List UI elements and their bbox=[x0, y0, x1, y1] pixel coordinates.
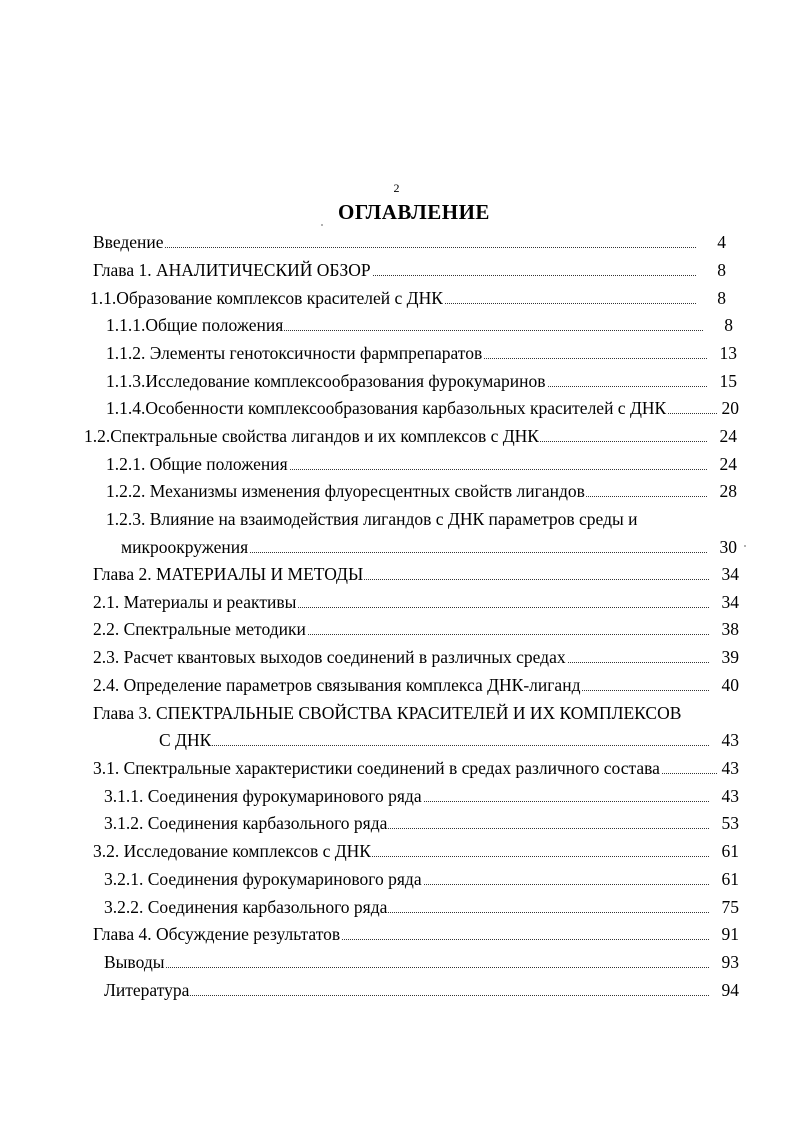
toc-entry-title: 3.1. Спектральные характеристики соединений в средах различного состава bbox=[93, 758, 660, 778]
toc-entry-title: 1.1.1.Общие положения bbox=[106, 315, 284, 335]
toc-entry-page: 8 bbox=[724, 315, 733, 335]
toc-entry-1-2-1[interactable] bbox=[106, 453, 737, 475]
toc-entry-title: 3.2.1. Соединения фурокумаринового ряда bbox=[104, 869, 422, 889]
toc-entry-page: 91 bbox=[721, 924, 739, 944]
toc-entry-title: 2.3. Расчет квантовых выходов соединений в различных средах bbox=[93, 647, 566, 667]
toc-entry-literature[interactable] bbox=[104, 979, 739, 1001]
toc-entry-page: 38 bbox=[721, 619, 739, 639]
toc-entry-title: Глава 1. АНАЛИТИЧЕСКИЙ ОБЗОР bbox=[93, 260, 371, 280]
toc-entry-title: Выводы bbox=[104, 952, 165, 972]
toc-entry-title: Введение bbox=[93, 232, 164, 252]
toc-entry-page: 34 bbox=[721, 592, 739, 612]
toc-entry-title: 1.2.2. Механизмы изменения флуоресцентных свойств лигандов bbox=[106, 481, 585, 501]
toc-entry-title: С ДНК bbox=[159, 730, 212, 750]
toc-entry-title: 1.2.Спектральные свойства лигандов и их комплексов с ДНК bbox=[84, 426, 539, 446]
toc-entry-title: 2.4. Определение параметров связывания комплекса ДНК-лиганд bbox=[93, 675, 581, 695]
toc-entry-title: Глава 4. Обсуждение результатов bbox=[93, 924, 341, 944]
toc-entry-title: 2.1. Материалы и реактивы bbox=[93, 592, 297, 612]
toc-entry-2-1[interactable] bbox=[93, 591, 739, 613]
toc-entry-page: 94 bbox=[721, 980, 739, 1000]
toc-entry-title: 1.1.3.Исследование комплексообразования фурокумаринов bbox=[106, 371, 546, 391]
toc-entry-3-1-2[interactable] bbox=[104, 812, 739, 834]
toc-entry-1-2[interactable] bbox=[84, 425, 737, 447]
toc-entry-1-1[interactable] bbox=[90, 287, 726, 309]
toc-entry-page: 8 bbox=[717, 288, 726, 308]
toc-entry-1-1-3[interactable] bbox=[106, 370, 737, 392]
toc-entry-page: 43 bbox=[721, 786, 739, 806]
toc-entry-page: 75 bbox=[721, 897, 739, 917]
toc-entry-2-2[interactable] bbox=[93, 618, 739, 640]
toc-entry-title: 1.2.3. Влияние на взаимодействия лигандов с ДНК параметров среды и bbox=[106, 509, 638, 529]
toc-entry-page: 39 bbox=[721, 647, 739, 667]
toc-entry-chapter-4[interactable] bbox=[93, 923, 739, 945]
toc-entry-page: 30 bbox=[719, 537, 737, 557]
toc-entry-chapter-1[interactable] bbox=[93, 259, 726, 281]
toc-entry-1-2-2[interactable] bbox=[106, 480, 737, 502]
toc-entry-page: 20 bbox=[721, 398, 739, 418]
toc-entry-title: 1.2.1. Общие положения bbox=[106, 454, 288, 474]
toc-entry-chapter-3-line1[interactable] bbox=[93, 702, 739, 724]
toc-entry-chapter-3-line2[interactable] bbox=[159, 729, 739, 751]
toc-entry-1-1-1[interactable] bbox=[106, 314, 733, 336]
toc-entry-1-1-2[interactable] bbox=[106, 342, 737, 364]
toc-entry-title: 3.2. Исследование комплексов с ДНК bbox=[93, 841, 371, 861]
toc-entry-2-4[interactable] bbox=[93, 674, 739, 696]
toc-entry-title: 2.2. Спектральные методики bbox=[93, 619, 306, 639]
toc-entry-page: 8 bbox=[717, 260, 726, 280]
toc-entry-3-2[interactable] bbox=[93, 840, 739, 862]
toc-entry-page: 34 bbox=[721, 564, 739, 584]
toc-entry-title: Литература bbox=[104, 980, 190, 1000]
toc-entry-3-1-1[interactable] bbox=[104, 785, 739, 807]
toc-entry-1-2-3-line1[interactable] bbox=[106, 508, 739, 530]
toc-entry-3-2-2[interactable] bbox=[104, 896, 739, 918]
toc-entry-page: 53 bbox=[721, 813, 739, 833]
toc-entry-page: 15 bbox=[719, 371, 737, 391]
toc-entry-page: 40 bbox=[721, 675, 739, 695]
toc-entry-title: 3.1.1. Соединения фурокумаринового ряда bbox=[104, 786, 422, 806]
toc-entry-3-1[interactable] bbox=[93, 757, 739, 779]
toc-entry-title: микроокружения bbox=[121, 537, 249, 557]
page-number: 2 bbox=[393, 181, 400, 195]
toc-entry-title: 3.2.2. Соединения карбазольного ряда bbox=[104, 897, 388, 917]
toc-entry-page: 61 bbox=[721, 841, 739, 861]
toc-entry-page: 4 bbox=[717, 232, 726, 252]
toc-entry-1-2-3-line2[interactable] bbox=[121, 536, 737, 558]
toc-entry-page: 13 bbox=[719, 343, 737, 363]
toc-entry-title: 1.1.Образование комплексов красителей с ДНК bbox=[90, 288, 443, 308]
toc-entry-page: 43 bbox=[721, 730, 739, 750]
toc-entry-intro[interactable] bbox=[93, 231, 726, 253]
toc-entry-1-1-4[interactable] bbox=[106, 397, 739, 419]
toc-entry-page: 24 bbox=[719, 426, 737, 446]
toc-entry-title: Глава 3. СПЕКТРАЛЬНЫЕ СВОЙСТВА КРАСИТЕЛЕЙ И ИХ КОМПЛЕКСОВ bbox=[93, 703, 682, 723]
page-title: ОГЛАВЛЕНИЕ bbox=[338, 200, 490, 224]
toc-entry-chapter-2[interactable] bbox=[93, 563, 739, 585]
toc-entry-page: 28 bbox=[719, 481, 737, 501]
toc-entry-page: 43 bbox=[721, 758, 739, 778]
toc-entry-title: 3.1.2. Соединения карбазольного ряда bbox=[104, 813, 388, 833]
scan-speck bbox=[321, 224, 323, 226]
toc-entry-page: 24 bbox=[719, 454, 737, 474]
toc-entry-page: 93 bbox=[721, 952, 739, 972]
toc-entry-3-2-1[interactable] bbox=[104, 868, 739, 890]
toc-entry-title: Глава 2. МАТЕРИАЛЫ И МЕТОДЫ bbox=[93, 564, 364, 584]
toc-entry-conclusions[interactable] bbox=[104, 951, 739, 973]
toc-entry-page: 61 bbox=[721, 869, 739, 889]
toc-entry-2-3[interactable] bbox=[93, 646, 739, 668]
scan-speck bbox=[744, 545, 746, 547]
toc-entry-title: 1.1.2. Элементы генотоксичности фармпрепаратов bbox=[106, 343, 483, 363]
toc-entry-title: 1.1.4.Особенности комплексообразования карбазольных красителей с ДНК bbox=[106, 398, 667, 418]
